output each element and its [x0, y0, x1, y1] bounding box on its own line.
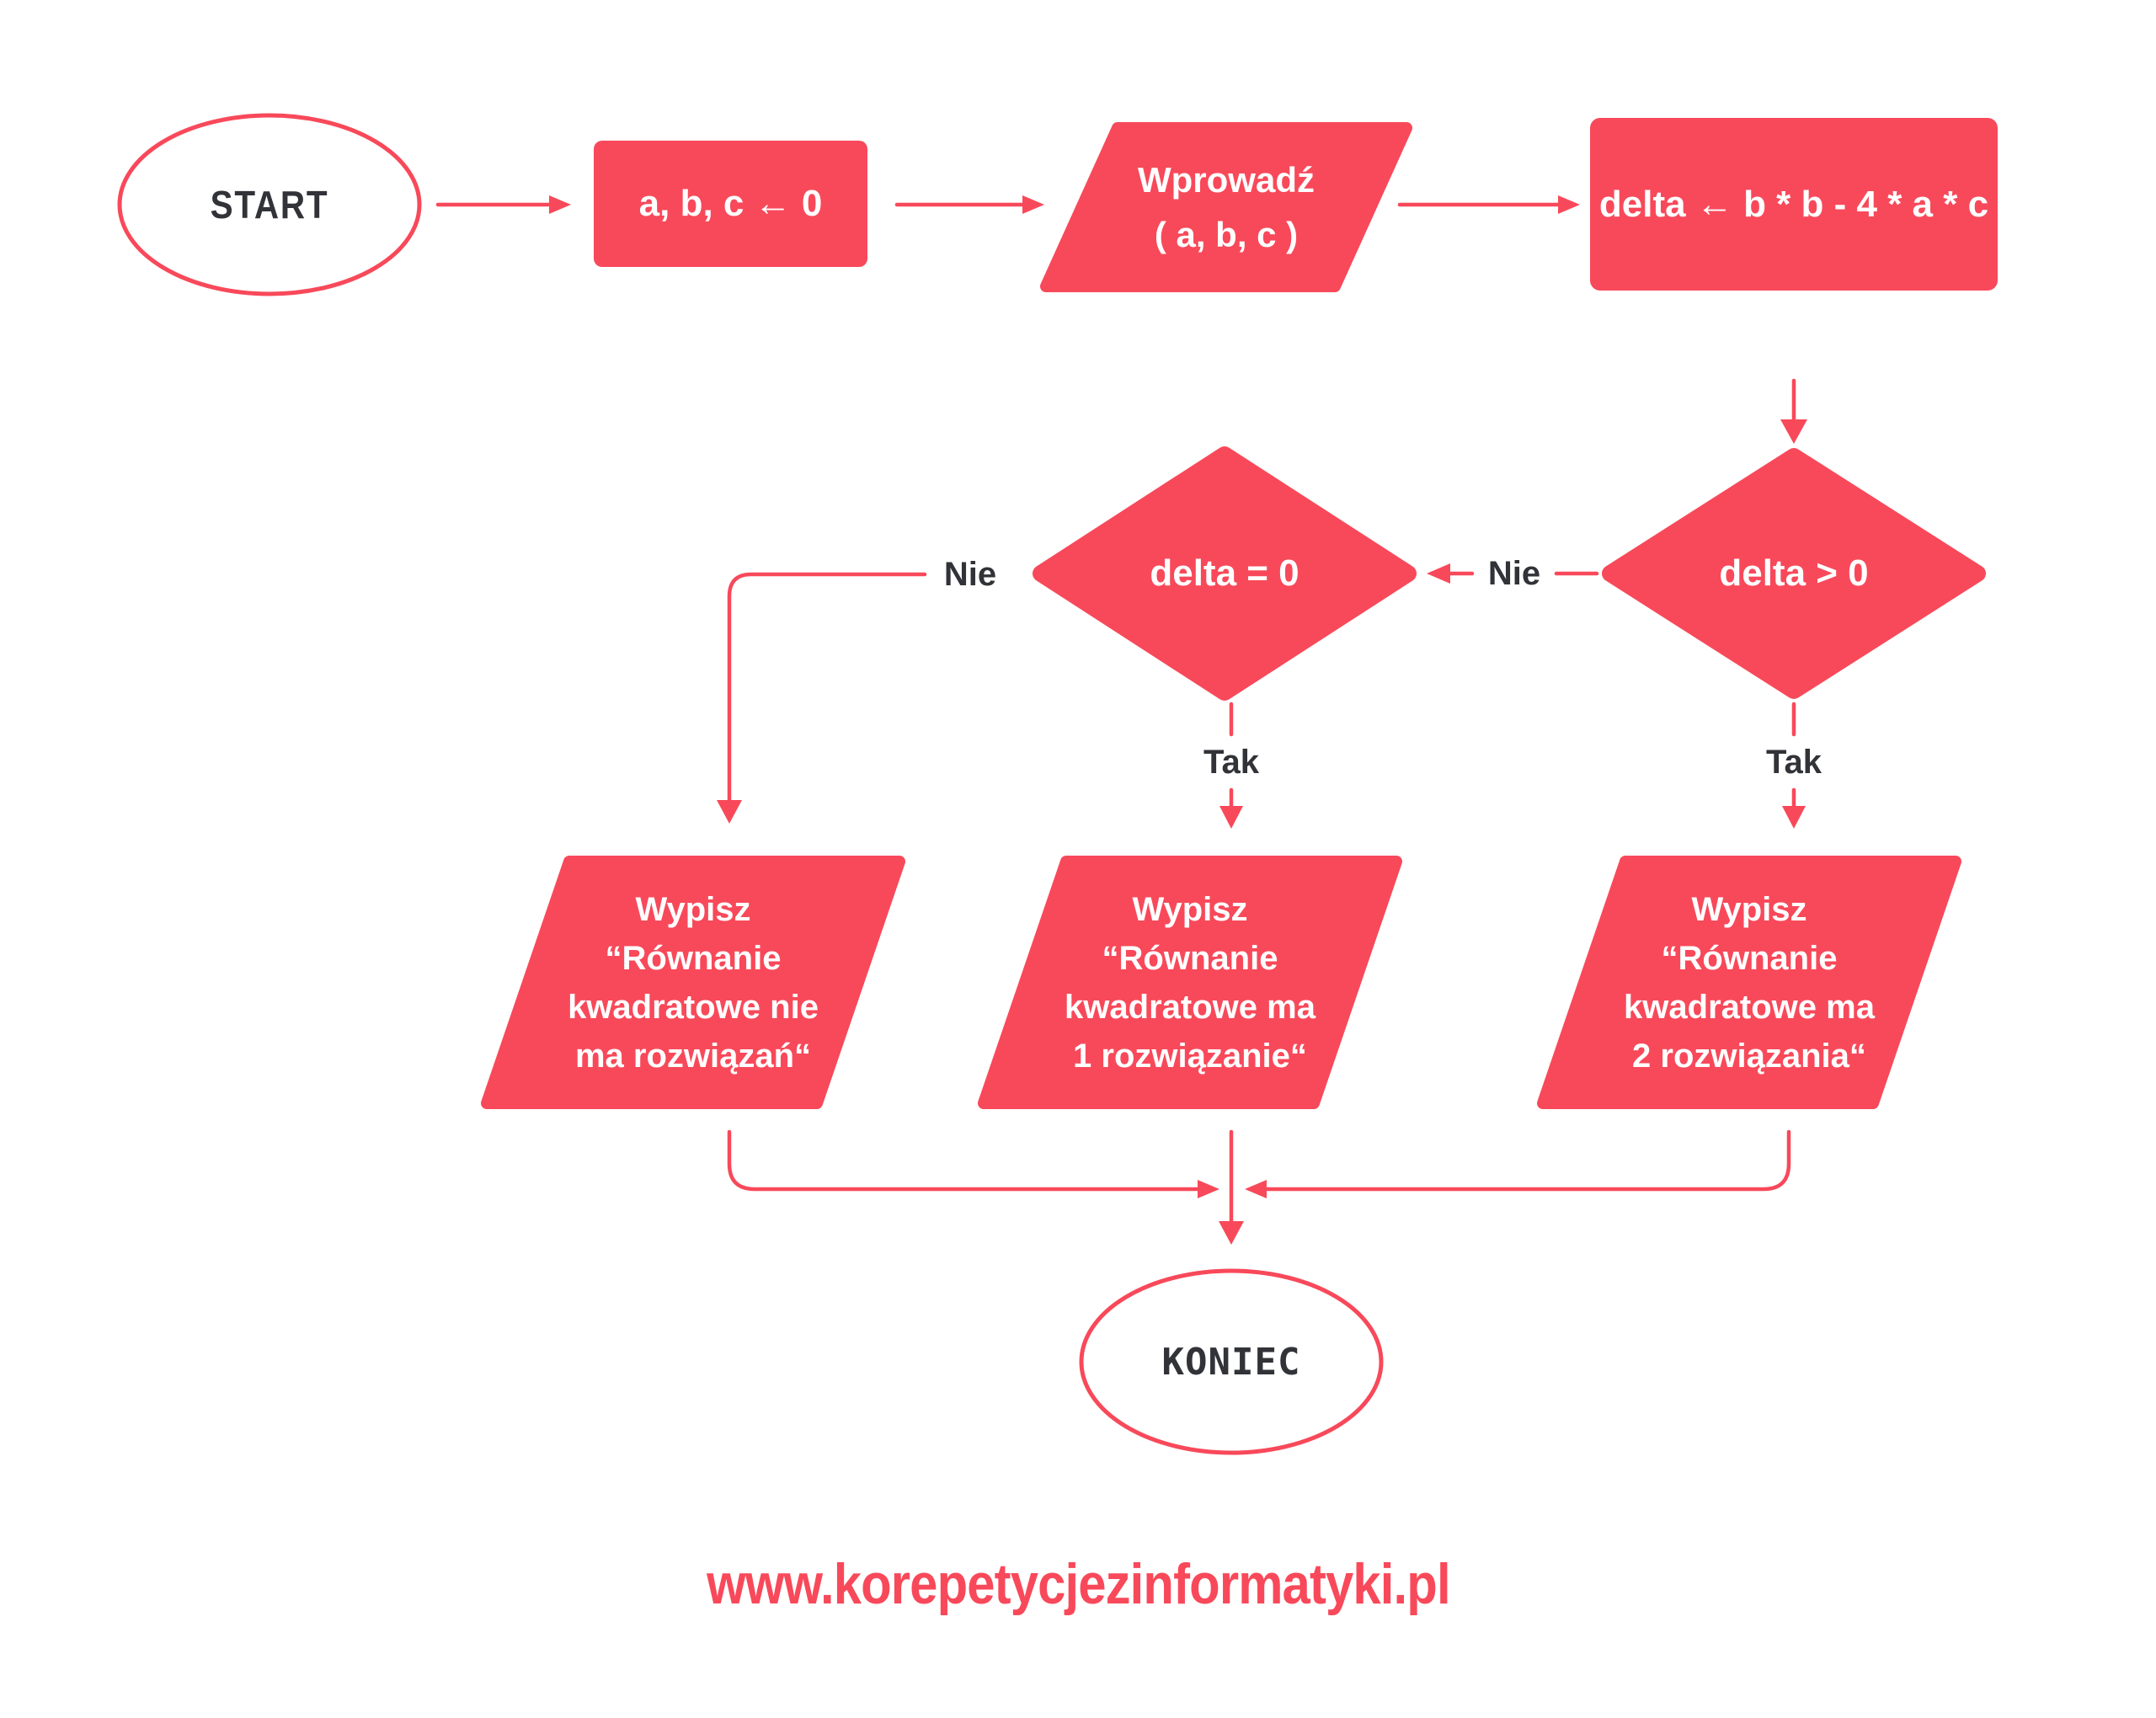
io-output-one-shape [984, 862, 1396, 1103]
delta-label: delta ← b * b - 4 * a * c [1598, 183, 1989, 225]
decision-delta-eq-0-label: delta = 0 [1150, 552, 1299, 594]
arrowhead-yes-two [1782, 806, 1806, 829]
output-two-label: Wypisz “Równanie kwadratowe ma 2 rozwiązania“ [1624, 890, 1875, 1075]
footer-url: www.korepetycjezinformatyki.pl [706, 1552, 1450, 1616]
end-label: KONIEC [1161, 1340, 1301, 1384]
io-input-shape [1046, 128, 1406, 286]
output-none-label: Wypisz “Równanie kwadratowe nie ma rozwiązań“ [568, 890, 819, 1075]
process-delta-shape [1590, 118, 1998, 291]
terminator-start-shape [120, 115, 419, 294]
output-one-label: Wypisz “Równanie kwadratowe ma 1 rozwiązanie“ [1065, 890, 1315, 1075]
terminator-end-shape [1081, 1271, 1381, 1453]
arrow-no-branch-path [729, 574, 925, 800]
arrowhead-no-branch [717, 800, 742, 824]
io-output-none-shape [487, 862, 899, 1103]
arrowhead-none-to-end [1198, 1180, 1219, 1198]
edge-label-no-branch: Nie [943, 555, 997, 593]
arrowhead-init-to-input [1022, 195, 1044, 214]
process-init-shape [594, 141, 867, 267]
start-label: START [210, 183, 329, 227]
arrow-none-to-end [729, 1132, 1198, 1189]
arrowhead-delta-to-check-gt [1780, 419, 1807, 444]
input-label: Wprowadź ( a, b, c ) [1138, 159, 1315, 254]
edge-label-no-to-eq: Nie [1487, 554, 1541, 592]
arrowhead-no-to-eq [1427, 563, 1450, 584]
arrowhead-start-to-init [549, 195, 571, 214]
decision-delta-gt-0-label: delta > 0 [1719, 552, 1869, 594]
io-output-two-shape [1543, 862, 1956, 1103]
init-label: a, b, c ← 0 [638, 183, 823, 224]
edge-label-yes-one: Tak [1203, 743, 1259, 781]
decision-delta-gt-0-shape [1610, 456, 1977, 691]
arrow-two-to-end [1267, 1132, 1789, 1189]
arrowhead-yes-one [1219, 806, 1243, 829]
arrowhead-input-to-delta [1558, 195, 1580, 214]
arrowhead-two-to-end [1245, 1180, 1267, 1198]
decision-delta-eq-0-shape [1041, 455, 1408, 692]
edge-label-yes-two: Tak [1766, 743, 1822, 781]
arrowhead-one-to-end [1219, 1221, 1244, 1245]
